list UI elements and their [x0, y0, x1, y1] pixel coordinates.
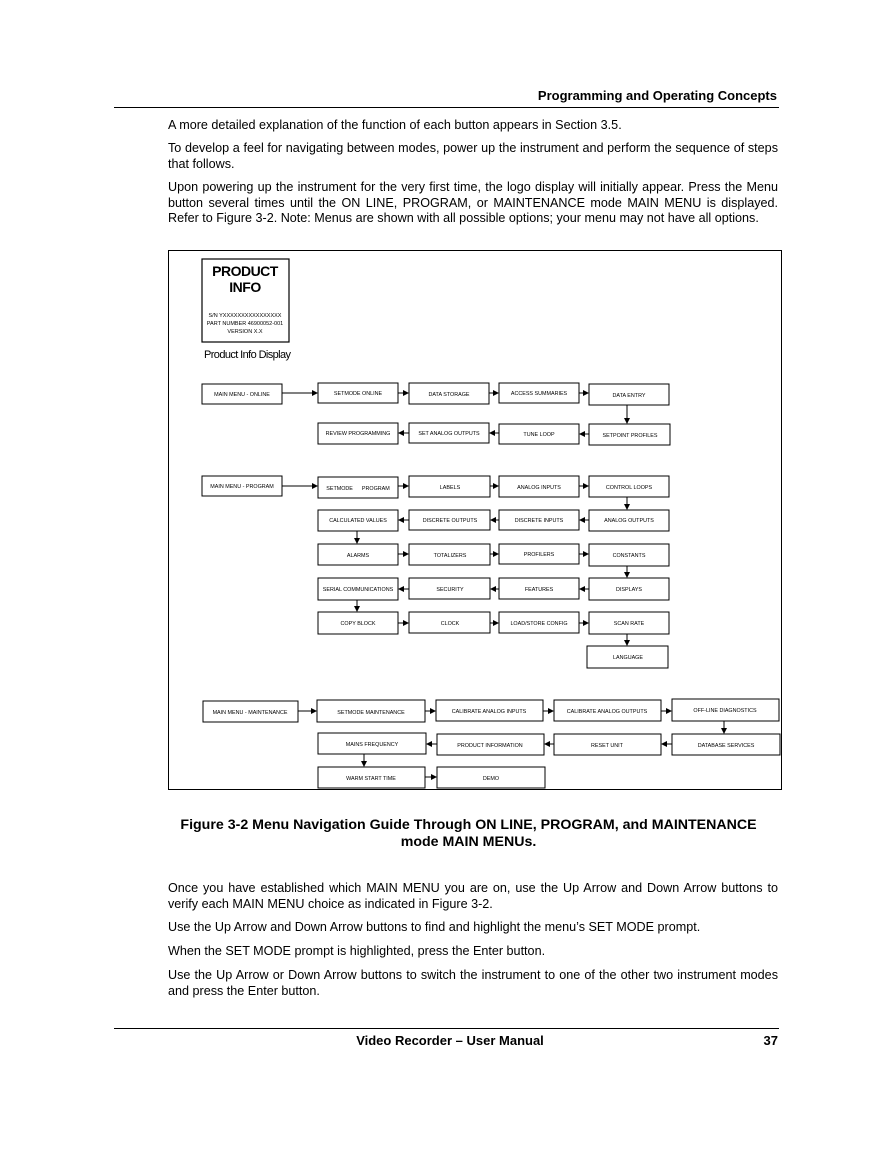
menu-box-label: CALIBRATE ANALOG INPUTS: [451, 709, 527, 715]
menu-box-label: CALCULATED VALUES: [329, 518, 387, 524]
menu-box-label: SECURITY: [436, 587, 464, 593]
product-info-part-number: PART NUMBER 46900052-001: [206, 321, 284, 327]
product-info-label: Product Info Display: [204, 349, 291, 361]
menu-box-label: SETMODE PROGRAM: [326, 486, 390, 492]
product-info-version: VERSION X.X: [227, 329, 263, 335]
menu-box-label: TOTALIZERS: [433, 553, 467, 559]
product-info-serial: S/N YXXXXXXXXXXXXXXXX: [208, 313, 282, 319]
menu-box-label: PROFILERS: [523, 552, 555, 558]
menu-box-label: LOAD/STORE CONFIG: [510, 621, 568, 627]
menu-box-label: DATA ENTRY: [612, 393, 646, 399]
menu-box-label: RESET UNIT: [591, 743, 623, 749]
paragraph: A more detailed explanation of the function of each button appears in Section 3.5.: [168, 118, 622, 132]
menu-box-label: TUNE LOOP: [523, 432, 555, 438]
menu-box-label: SERIAL COMMUNICATIONS: [322, 587, 394, 593]
menu-box-label: CLOCK: [440, 621, 460, 627]
product-info-title-line2: INFO: [229, 279, 261, 295]
footer-title: Video Recorder – User Manual: [356, 1033, 544, 1048]
paragraph: Use the Up Arrow or Down Arrow buttons to switch the instrument to one of the other two instrument modes and press the Enter button.: [168, 968, 778, 998]
paragraph: Use the Up Arrow and Down Arrow buttons to find and highlight the menu’s SET MODE prompt.: [168, 920, 701, 934]
menu-box-label: LANGUAGE: [613, 655, 643, 661]
menu-box-label: MAIN MENU - ONLINE: [214, 392, 270, 398]
menu-box-label: MAINS FREQUENCY: [345, 742, 399, 748]
product-info-display: [202, 259, 292, 361]
paragraph: When the SET MODE prompt is highlighted, press the Enter button.: [168, 944, 546, 958]
menu-box-label: ANALOG INPUTS: [517, 485, 561, 491]
menu-box-label: SET ANALOG OUTPUTS: [418, 431, 480, 437]
figure-caption: [150, 817, 787, 851]
maintenance-menu-group: [203, 699, 780, 788]
menu-box-label: SETMODE MAINTENANCE: [337, 710, 405, 716]
menu-box-label: FEATURES: [524, 587, 554, 593]
header-rule: [114, 107, 779, 108]
online-menu-group: [202, 383, 670, 445]
footer-rule: [114, 1028, 779, 1029]
menu-box-label: SETPOINT PROFILES: [602, 433, 658, 439]
page-number: 37: [763, 1033, 778, 1048]
menu-box-label: ANALOG OUTPUTS: [604, 518, 654, 524]
figure-caption-line2: mode MAIN MENUs.: [400, 834, 537, 850]
page-header-title: Programming and Operating Concepts: [537, 88, 777, 103]
menu-box-label: DISPLAYS: [616, 587, 642, 593]
paragraph: Upon powering up the instrument for the very first time, the logo display will initially appear. Press the Menu button several times until the ON LINE, PROGRAM, or MAINTENANCE mode MAIN MENU is displayed. Refer to Figure 3-2. Note: Menus are shown with all possible options; your menu may not have all options.: [168, 180, 778, 225]
menu-box-label: DATABASE SERVICES: [697, 743, 755, 749]
menu-box-label: DISCRETE INPUTS: [514, 518, 564, 524]
menu-box-label: DISCRETE OUTPUTS: [422, 518, 478, 524]
menu-box-label: ALARMS: [346, 553, 370, 559]
paragraph: Once you have established which MAIN MENU you are on, use the Up Arrow and Down Arrow buttons to verify each MAIN MENU choice as indicated in Figure 3-2.: [168, 881, 778, 911]
menu-box-label: CONSTANTS: [612, 553, 646, 559]
menu-box-label: SCAN RATE: [613, 621, 645, 627]
menu-box-label: PRODUCT INFORMATION: [457, 743, 523, 749]
menu-box-label: DEMO: [482, 776, 500, 782]
menu-box-label: REVIEW PROGRAMMING: [325, 431, 391, 437]
menu-box-label: SETMODE ONLINE: [333, 391, 383, 397]
menu-box-label: CALIBRATE ANALOG OUTPUTS: [566, 709, 648, 715]
program-menu-group: [202, 476, 669, 668]
paragraph: To develop a feel for navigating between modes, power up the instrument and perform the sequence of steps that follows.: [168, 141, 778, 171]
menu-box-label: MAIN MENU - MAINTENANCE: [212, 710, 288, 716]
menu-box-label: COPY BLOCK: [340, 621, 376, 627]
menu-navigation-figure: [168, 250, 782, 790]
menu-box-label: MAIN MENU - PROGRAM: [210, 484, 274, 490]
menu-box-label: OFF-LINE DIAGNOSTICS: [693, 708, 757, 714]
menu-box-label: WARM START TIME: [346, 776, 396, 782]
menu-box-label: DATA STORAGE: [428, 392, 470, 398]
menu-box-label: ACCESS SUMMARIES: [510, 391, 568, 397]
product-info-title-line1: PRODUCT: [212, 263, 278, 279]
menu-box-label: CONTROL LOOPS: [605, 485, 653, 491]
menu-box-label: LABELS: [439, 485, 461, 491]
figure-caption-line1: Figure 3-2 Menu Navigation Guide Through ON LINE, PROGRAM, and MAINTENANCE: [180, 817, 757, 833]
